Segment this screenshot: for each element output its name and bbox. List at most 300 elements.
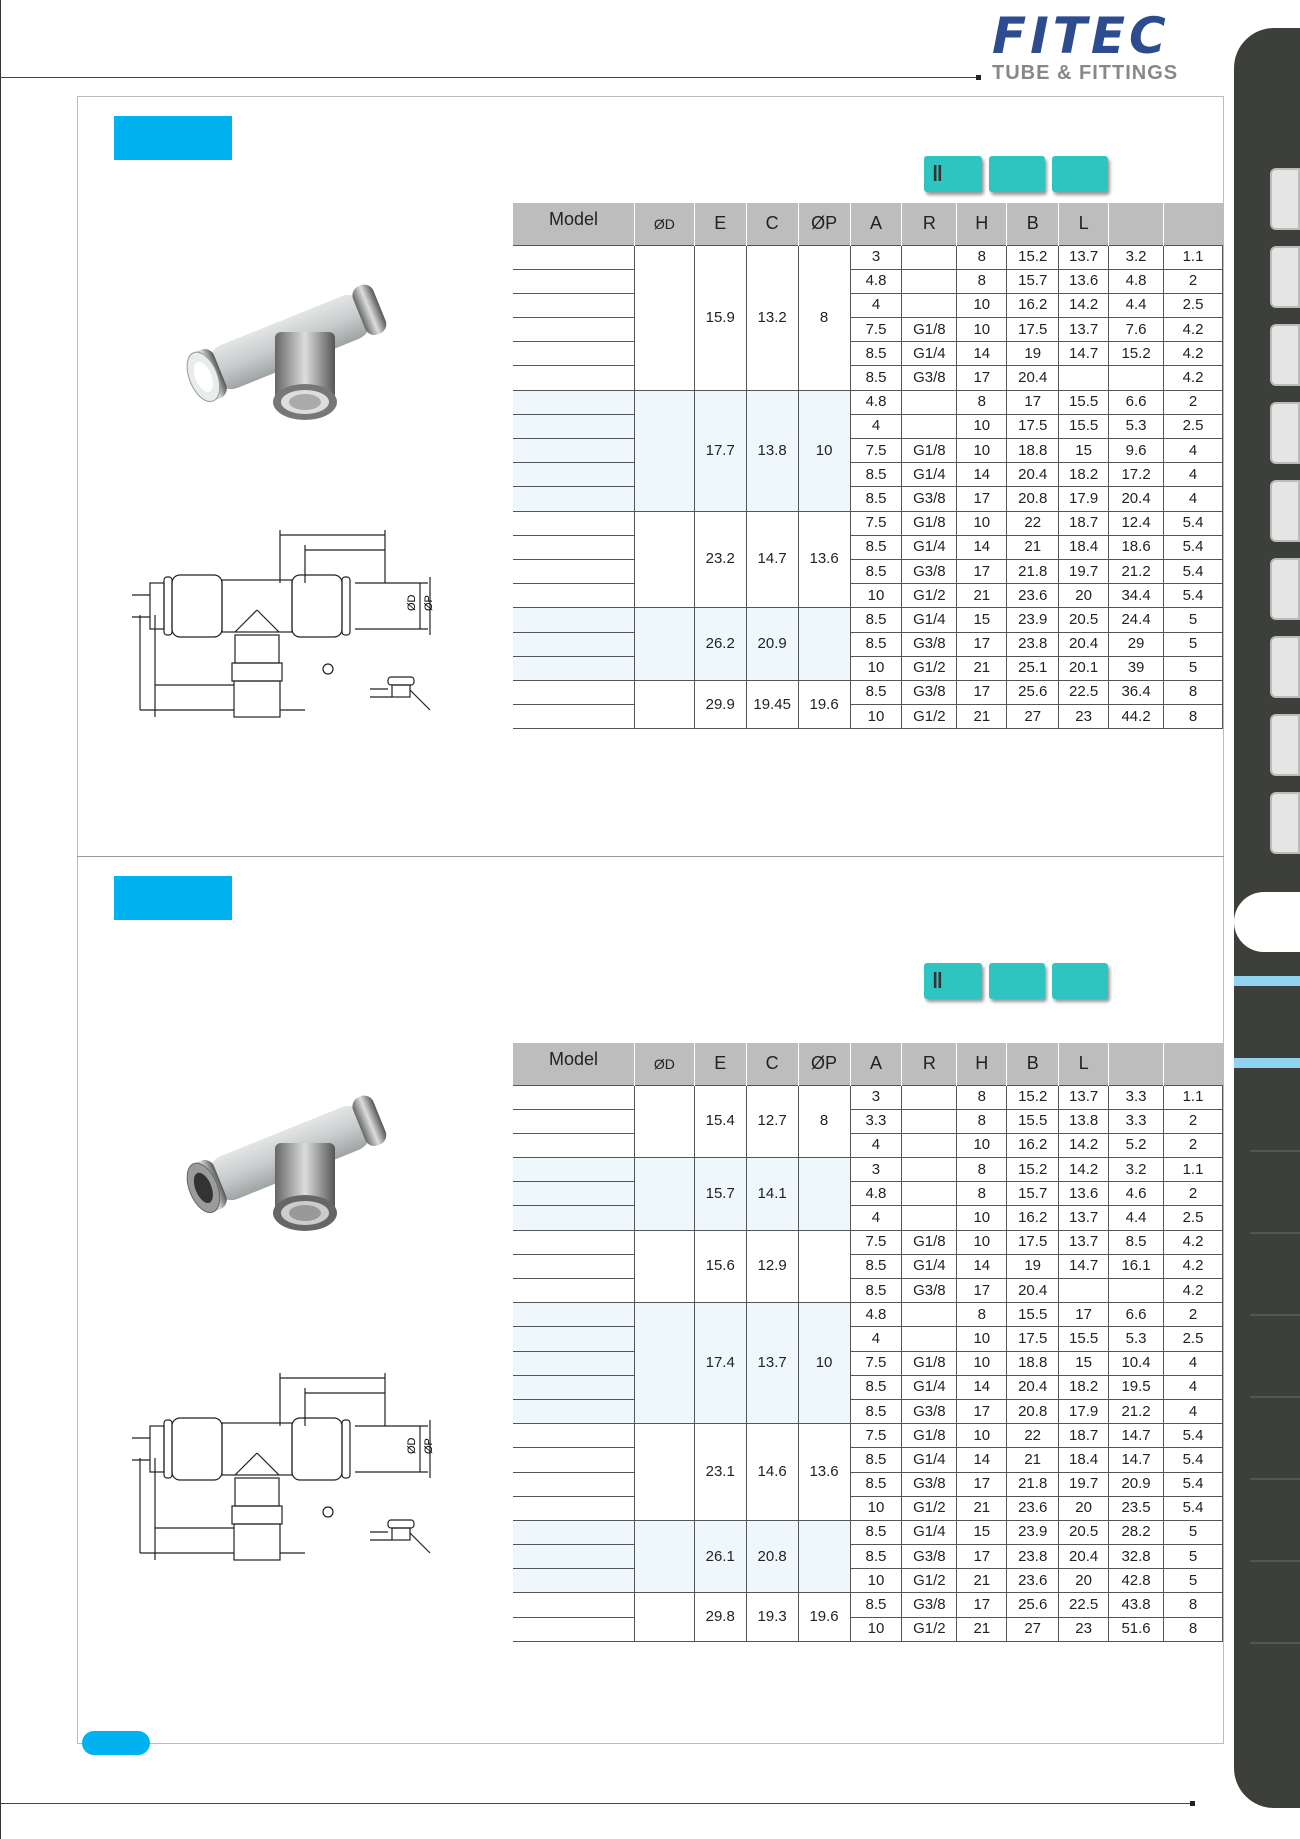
table-row <box>513 1303 1223 1327</box>
value-cell: 15.5 <box>1059 1327 1109 1351</box>
value-cell: 17 <box>957 1593 1007 1617</box>
table-header-row <box>513 203 1223 245</box>
value-cell: 21 <box>957 656 1007 680</box>
value-cell: 43.8 <box>1109 1593 1164 1617</box>
sidebar-tab-4[interactable] <box>1270 402 1300 464</box>
value-cell: 32.8 <box>1109 1545 1164 1569</box>
dim-e-cell: 23.1 <box>694 1424 746 1521</box>
dim-c-cell: 20.9 <box>746 608 798 681</box>
section-2-option-button-3[interactable] <box>1052 963 1108 999</box>
value-cell: 14.2 <box>1059 293 1109 317</box>
table-row <box>513 1230 1223 1254</box>
value-cell: 23.9 <box>1007 1520 1059 1544</box>
section-2-option-button-1[interactable]: ‖ <box>924 963 982 999</box>
value-cell: 10 <box>850 1617 902 1641</box>
sidebar-divider <box>1250 1642 1300 1644</box>
value-cell: 10 <box>850 656 902 680</box>
value-cell: 13.7 <box>1059 1230 1109 1254</box>
value-cell: 4 <box>1164 439 1223 463</box>
value-cell: 14.7 <box>1059 342 1109 366</box>
table-row <box>513 414 1223 438</box>
od-cell <box>634 1424 694 1521</box>
value-cell: G1/4 <box>902 342 957 366</box>
value-cell: 28.2 <box>1109 1520 1164 1544</box>
model-cell <box>513 293 635 317</box>
value-cell: 7.5 <box>850 1230 902 1254</box>
value-cell: 8 <box>1164 680 1223 704</box>
sidebar-tab-7[interactable] <box>1270 636 1300 698</box>
value-cell: 17 <box>957 1279 1007 1303</box>
model-cell <box>513 1472 635 1496</box>
value-cell: 8.5 <box>850 1448 902 1472</box>
value-cell: 8.5 <box>850 1399 902 1423</box>
value-cell <box>902 1182 957 1206</box>
dim-p-cell: 13.6 <box>798 1424 850 1521</box>
value-cell: 17.5 <box>1007 1230 1059 1254</box>
od-cell <box>634 1085 694 1158</box>
value-cell: G3/8 <box>902 366 957 390</box>
dim-c-cell: 14.6 <box>746 1424 798 1521</box>
section-1-title-tag <box>114 116 232 160</box>
value-cell: 5.4 <box>1164 535 1223 559</box>
model-cell <box>513 269 635 293</box>
value-cell <box>902 390 957 414</box>
value-cell: 3.3 <box>1109 1085 1164 1109</box>
table-row <box>513 705 1223 729</box>
model-cell <box>513 705 635 729</box>
model-cell <box>513 1448 635 1472</box>
value-cell: 2 <box>1164 390 1223 414</box>
value-cell <box>902 245 957 269</box>
value-cell: 15 <box>957 608 1007 632</box>
value-cell: 13.8 <box>1059 1109 1109 1133</box>
spec-table-2 <box>512 1043 1223 1642</box>
od-cell <box>634 680 694 728</box>
value-cell: 10 <box>957 439 1007 463</box>
value-cell: 23.9 <box>1007 608 1059 632</box>
value-cell: 14.2 <box>1059 1158 1109 1182</box>
value-cell: 8 <box>957 245 1007 269</box>
value-cell: 21.2 <box>1109 1399 1164 1423</box>
column-header: C <box>746 1043 798 1085</box>
value-cell <box>902 414 957 438</box>
model-cell <box>513 1182 635 1206</box>
value-cell: 4.2 <box>1164 1254 1223 1278</box>
sidebar-divider <box>1250 1232 1300 1234</box>
value-cell: 15.5 <box>1059 390 1109 414</box>
value-cell: 5.3 <box>1109 1327 1164 1351</box>
value-cell <box>902 1303 957 1327</box>
model-cell <box>513 1206 635 1230</box>
table-row <box>513 535 1223 559</box>
dim-e-cell: 15.6 <box>694 1230 746 1303</box>
value-cell: 17.9 <box>1059 487 1109 511</box>
value-cell: 17 <box>1007 390 1059 414</box>
dim-e-cell: 26.2 <box>694 608 746 681</box>
value-cell <box>1109 1279 1164 1303</box>
value-cell: 14.2 <box>1059 1133 1109 1157</box>
value-cell: 10.4 <box>1109 1351 1164 1375</box>
dim-c-cell: 13.8 <box>746 390 798 511</box>
value-cell: 5.4 <box>1164 1496 1223 1520</box>
value-cell: 4 <box>1164 1399 1223 1423</box>
value-cell: 5.4 <box>1164 584 1223 608</box>
value-cell: 21.8 <box>1007 1472 1059 1496</box>
value-cell: 19 <box>1007 342 1059 366</box>
value-cell: 4.8 <box>850 269 902 293</box>
value-cell: 13.7 <box>1059 1085 1109 1109</box>
value-cell: 23.6 <box>1007 584 1059 608</box>
value-cell: 18.2 <box>1059 1375 1109 1399</box>
table-row <box>513 1109 1223 1133</box>
value-cell: 2.5 <box>1164 293 1223 317</box>
value-cell: 39 <box>1109 656 1164 680</box>
model-cell <box>513 439 635 463</box>
value-cell: 5.2 <box>1109 1133 1164 1157</box>
value-cell: 17.2 <box>1109 463 1164 487</box>
value-cell: 10 <box>850 1569 902 1593</box>
column-header: H <box>957 1043 1007 1085</box>
value-cell: 8.5 <box>850 1472 902 1496</box>
model-cell <box>513 1496 635 1520</box>
value-cell: G1/2 <box>902 1569 957 1593</box>
dimension-drawing-1 <box>130 525 460 720</box>
model-cell <box>513 584 635 608</box>
value-cell: 2 <box>1164 1133 1223 1157</box>
value-cell: 9.6 <box>1109 439 1164 463</box>
value-cell: 23.8 <box>1007 632 1059 656</box>
value-cell: 4 <box>1164 463 1223 487</box>
value-cell: 3 <box>850 1085 902 1109</box>
value-cell: 12.4 <box>1109 511 1164 535</box>
value-cell <box>902 1109 957 1133</box>
model-cell <box>513 1399 635 1423</box>
table-row <box>513 1327 1223 1351</box>
value-cell: G3/8 <box>902 1279 957 1303</box>
model-cell <box>513 1545 635 1569</box>
value-cell: 22.5 <box>1059 1593 1109 1617</box>
dim-p-cell: 8 <box>798 1085 850 1158</box>
value-cell: 7.5 <box>850 439 902 463</box>
sidebar-divider <box>1250 1314 1300 1316</box>
table-row <box>513 559 1223 583</box>
value-cell: 20.4 <box>1007 1279 1059 1303</box>
value-cell: 20.8 <box>1007 487 1059 511</box>
header-rule <box>0 77 980 78</box>
model-cell <box>513 1279 635 1303</box>
value-cell: 18.8 <box>1007 1351 1059 1375</box>
dimension-drawing-2 <box>130 1368 460 1563</box>
value-cell <box>902 269 957 293</box>
value-cell: 10 <box>957 1230 1007 1254</box>
table-row <box>513 1593 1223 1617</box>
table-row <box>513 511 1223 535</box>
value-cell: 15.5 <box>1007 1303 1059 1327</box>
dim-c-cell: 13.2 <box>746 245 798 390</box>
value-cell: 8 <box>1164 1617 1223 1641</box>
model-cell <box>513 1158 635 1182</box>
value-cell: 4 <box>850 1133 902 1157</box>
column-header: ØP <box>798 1043 850 1085</box>
sidebar-tab-8[interactable] <box>1270 714 1300 776</box>
value-cell: 15.7 <box>1007 269 1059 293</box>
column-header: ØD <box>634 1043 694 1085</box>
column-header: Model <box>513 203 635 245</box>
value-cell: 7.6 <box>1109 318 1164 342</box>
dim-e-cell: 23.2 <box>694 511 746 608</box>
value-cell: 2.5 <box>1164 414 1223 438</box>
value-cell <box>1109 366 1164 390</box>
value-cell: G3/8 <box>902 1472 957 1496</box>
table-row <box>513 1375 1223 1399</box>
model-cell <box>513 390 635 414</box>
value-cell: G3/8 <box>902 1399 957 1423</box>
value-cell: 17.5 <box>1007 414 1059 438</box>
model-cell <box>513 1254 635 1278</box>
table-row <box>513 1133 1223 1157</box>
value-cell: 21 <box>957 584 1007 608</box>
value-cell: 13.6 <box>1059 1182 1109 1206</box>
value-cell: 15 <box>1059 1351 1109 1375</box>
table-row <box>513 1520 1223 1544</box>
value-cell: 16.1 <box>1109 1254 1164 1278</box>
value-cell: 16.2 <box>1007 1206 1059 1230</box>
od-cell <box>634 511 694 608</box>
value-cell: G1/4 <box>902 535 957 559</box>
value-cell: 23.6 <box>1007 1496 1059 1520</box>
value-cell: G1/2 <box>902 1496 957 1520</box>
value-cell: 14 <box>957 535 1007 559</box>
dim-p-cell <box>798 1520 850 1593</box>
sidebar-divider <box>1250 1150 1300 1152</box>
value-cell: 27 <box>1007 1617 1059 1641</box>
dim-p-cell <box>798 608 850 681</box>
value-cell: 19.5 <box>1109 1375 1164 1399</box>
section-1-option-button-1[interactable]: ‖ <box>924 156 982 192</box>
model-cell <box>513 1327 635 1351</box>
value-cell: 2 <box>1164 269 1223 293</box>
value-cell: 20.4 <box>1007 366 1059 390</box>
value-cell: 21 <box>1007 535 1059 559</box>
model-cell <box>513 245 635 269</box>
value-cell <box>902 1327 957 1351</box>
dim-c-cell: 14.7 <box>746 511 798 608</box>
column-header: Model <box>513 1043 635 1085</box>
value-cell: 8.5 <box>850 608 902 632</box>
dim-c-cell: 12.7 <box>746 1085 798 1158</box>
value-cell: 17.9 <box>1059 1399 1109 1423</box>
value-cell: 19 <box>1007 1254 1059 1278</box>
column-header: L <box>1059 203 1109 245</box>
value-cell: 5.4 <box>1164 1472 1223 1496</box>
value-cell: 8 <box>957 269 1007 293</box>
value-cell: 17 <box>957 559 1007 583</box>
value-cell: 1.1 <box>1164 245 1223 269</box>
value-cell: 4.2 <box>1164 1279 1223 1303</box>
value-cell: 20.9 <box>1109 1472 1164 1496</box>
od-dimension-label: ØD <box>406 1437 418 1454</box>
sidebar-tab-6[interactable] <box>1270 558 1300 620</box>
table-row <box>513 487 1223 511</box>
value-cell: 17 <box>957 487 1007 511</box>
value-cell: 4.2 <box>1164 366 1223 390</box>
value-cell: 8.5 <box>850 487 902 511</box>
section-2-title-tag <box>114 876 232 920</box>
value-cell: 8.5 <box>1109 1230 1164 1254</box>
table-row <box>513 269 1223 293</box>
model-cell <box>513 1303 635 1327</box>
value-cell: 8 <box>957 1182 1007 1206</box>
value-cell: 3 <box>850 245 902 269</box>
value-cell: 14 <box>957 1254 1007 1278</box>
table-row <box>513 1279 1223 1303</box>
value-cell: 14.7 <box>1059 1254 1109 1278</box>
value-cell: 18.6 <box>1109 535 1164 559</box>
table-row <box>513 1448 1223 1472</box>
value-cell: 18.4 <box>1059 535 1109 559</box>
value-cell: 16.2 <box>1007 1133 1059 1157</box>
model-cell <box>513 632 635 656</box>
value-cell: 10 <box>957 511 1007 535</box>
value-cell: 15.2 <box>1007 1158 1059 1182</box>
dim-c-cell: 19.3 <box>746 1593 798 1641</box>
table-row <box>513 1254 1223 1278</box>
model-cell <box>513 1133 635 1157</box>
value-cell: 5 <box>1164 1545 1223 1569</box>
value-cell: 10 <box>957 293 1007 317</box>
value-cell: 20.4 <box>1007 463 1059 487</box>
sidebar-tab-3[interactable] <box>1270 324 1300 386</box>
value-cell: 4 <box>850 1327 902 1351</box>
section-1-option-button-2[interactable] <box>989 156 1045 192</box>
od-cell <box>634 1520 694 1593</box>
model-cell <box>513 1109 635 1133</box>
model-cell <box>513 1617 635 1641</box>
model-cell <box>513 366 635 390</box>
sidebar-active-tab[interactable] <box>1234 892 1300 952</box>
value-cell: 3 <box>850 1158 902 1182</box>
column-header: A <box>850 1043 902 1085</box>
dim-e-cell: 15.9 <box>694 245 746 390</box>
op-dimension-label: ØP <box>423 1438 435 1454</box>
value-cell: 21 <box>957 1617 1007 1641</box>
value-cell: 18.7 <box>1059 511 1109 535</box>
od-cell <box>634 1593 694 1641</box>
model-cell <box>513 1424 635 1448</box>
value-cell: 4.8 <box>850 390 902 414</box>
value-cell: 42.8 <box>1109 1569 1164 1593</box>
value-cell: 10 <box>850 705 902 729</box>
value-cell: 20.1 <box>1059 656 1109 680</box>
value-cell: 8.5 <box>850 1254 902 1278</box>
value-cell: G1/4 <box>902 1448 957 1472</box>
column-header: H <box>957 203 1007 245</box>
value-cell: G3/8 <box>902 1545 957 1569</box>
section-2-option-button-2[interactable] <box>989 963 1045 999</box>
spec-table-1 <box>512 203 1223 729</box>
value-cell: 1.1 <box>1164 1158 1223 1182</box>
sidebar-divider <box>1250 1560 1300 1562</box>
value-cell: 1.1 <box>1164 1085 1223 1109</box>
value-cell: 8 <box>1164 1593 1223 1617</box>
sidebar-tab-5[interactable] <box>1270 480 1300 542</box>
od-cell <box>634 1158 694 1231</box>
dim-p-cell: 10 <box>798 390 850 511</box>
column-header <box>1109 1043 1164 1085</box>
od-cell <box>634 390 694 511</box>
value-cell: 8 <box>1164 705 1223 729</box>
dim-e-cell: 17.4 <box>694 1303 746 1424</box>
value-cell <box>902 1206 957 1230</box>
value-cell: 36.4 <box>1109 680 1164 704</box>
value-cell: 7.5 <box>850 318 902 342</box>
value-cell: 4.8 <box>850 1182 902 1206</box>
value-cell: 4 <box>850 293 902 317</box>
value-cell: 21 <box>957 705 1007 729</box>
value-cell: 4.8 <box>1109 269 1164 293</box>
value-cell <box>902 1158 957 1182</box>
column-header: ØD <box>634 203 694 245</box>
column-header <box>1164 203 1223 245</box>
value-cell: 6.6 <box>1109 1303 1164 1327</box>
value-cell: 15.2 <box>1007 1085 1059 1109</box>
column-header <box>1109 203 1164 245</box>
value-cell: 20.5 <box>1059 1520 1109 1544</box>
value-cell: 15.2 <box>1007 245 1059 269</box>
value-cell: 8.5 <box>850 342 902 366</box>
value-cell: 5 <box>1164 1569 1223 1593</box>
value-cell: G3/8 <box>902 559 957 583</box>
value-cell: G1/8 <box>902 439 957 463</box>
value-cell: 3.2 <box>1109 1158 1164 1182</box>
value-cell: 25.6 <box>1007 1593 1059 1617</box>
value-cell: 18.7 <box>1059 1424 1109 1448</box>
brand-tagline: TUBE & FITTINGS <box>992 62 1179 84</box>
table-row <box>513 632 1223 656</box>
value-cell: 20.4 <box>1059 1545 1109 1569</box>
sidebar-tab-1[interactable] <box>1270 168 1300 230</box>
table-row <box>513 390 1223 414</box>
value-cell: 4.8 <box>850 1303 902 1327</box>
table-row <box>513 1158 1223 1182</box>
value-cell: 18.2 <box>1059 463 1109 487</box>
column-header: R <box>902 1043 957 1085</box>
value-cell: 10 <box>957 1206 1007 1230</box>
value-cell: 8.5 <box>850 632 902 656</box>
value-cell: 16.2 <box>1007 293 1059 317</box>
value-cell: 17 <box>957 1399 1007 1423</box>
value-cell: 4 <box>1164 487 1223 511</box>
value-cell: 3.3 <box>1109 1109 1164 1133</box>
tee-fitting-photo-2 <box>185 1073 405 1233</box>
header-rule-end <box>976 75 981 80</box>
table-row <box>513 1424 1223 1448</box>
value-cell: 5 <box>1164 608 1223 632</box>
sidebar-tab-2[interactable] <box>1270 246 1300 308</box>
sidebar-stripe-1 <box>1234 976 1300 986</box>
model-cell <box>513 318 635 342</box>
sidebar-tab-9[interactable] <box>1270 792 1300 854</box>
dim-e-cell: 15.4 <box>694 1085 746 1158</box>
model-cell <box>513 463 635 487</box>
sidebar-stripe-2 <box>1234 1058 1300 1068</box>
column-header: L <box>1059 1043 1109 1085</box>
value-cell: G1/2 <box>902 584 957 608</box>
dim-c-cell: 14.1 <box>746 1158 798 1231</box>
value-cell: G1/4 <box>902 463 957 487</box>
section-1-option-button-3[interactable] <box>1052 156 1108 192</box>
value-cell: 17 <box>957 1472 1007 1496</box>
